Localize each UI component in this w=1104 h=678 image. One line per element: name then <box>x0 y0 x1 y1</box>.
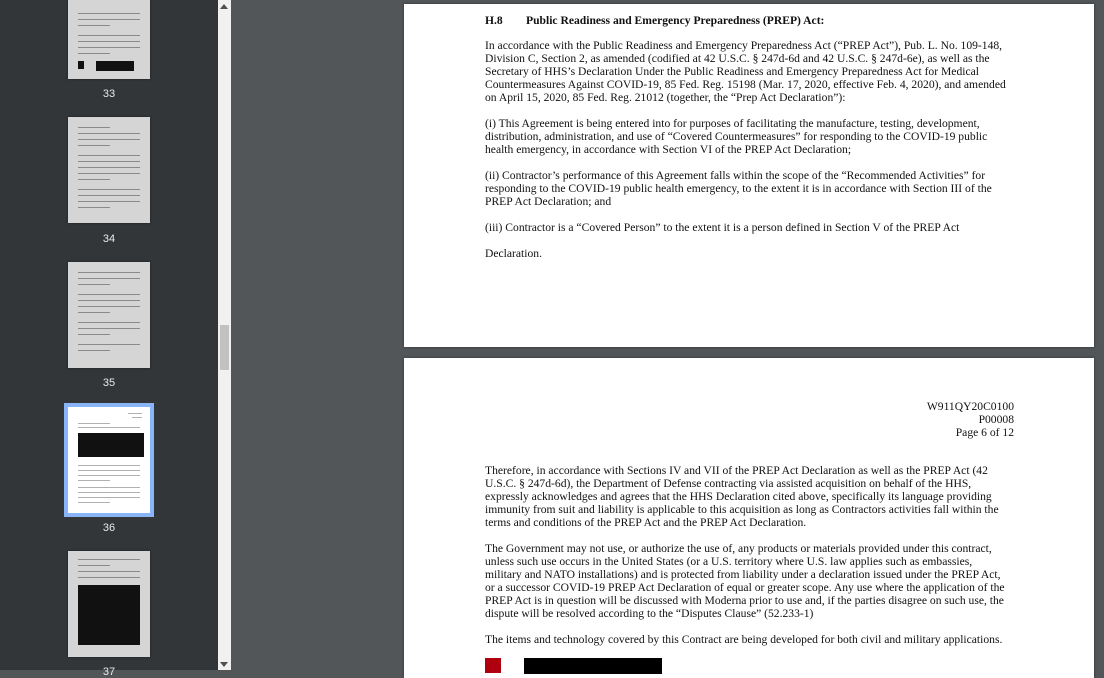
section-title: Public Readiness and Emergency Preparedness (PREP) Act: <box>526 14 825 27</box>
thumbnail-sidebar <box>0 0 218 678</box>
page-thumbnail-36[interactable] <box>68 407 150 513</box>
modification-number: P00008 <box>978 413 1014 426</box>
thumbnail-page-number: 37 <box>102 666 116 678</box>
thumbnail-page-number: 36 <box>102 522 116 534</box>
page-thumbnail-33[interactable] <box>68 0 150 79</box>
scroll-up-arrow-icon[interactable] <box>220 4 228 9</box>
item-ii-paragraph: (ii) Contractor’s performance of this Agreement falls within the scope of the “Recommended Activities” for responding to the COVID-19 public health emergency, to the extent it is in accordance with Section III of the PREP Act Declaration; and <box>485 169 992 208</box>
section-number: H.8 <box>485 14 503 27</box>
thumbnail-page-number: 35 <box>102 377 116 389</box>
thumbnail-page-number: 34 <box>102 233 116 245</box>
item-iii-continuation: Declaration. <box>485 247 542 260</box>
section-heading <box>485 14 1011 27</box>
government-use-paragraph: The Government may not use, or authorize the use of, any products or materials provided under this contract, unless such use occurs in the United States (or a U.S. territory where U.S. law applies such as embassies, military and NATO installations) and is protected from liability under a declaration issued under the PREP Act, or a successor COVID-19 PREP Act Declaration of equal or greater scope. Any use where the application of the PREP Act is in question will be discussed with Moderna prior to use and, if the parties disagree on such use, the dispute will be resolved according to the “Disputes Clause” (52.233-1) <box>485 542 1005 620</box>
page-label: Page 6 of 12 <box>955 426 1014 439</box>
page-thumbnail-34[interactable] <box>68 117 150 223</box>
page-thumbnail-35[interactable] <box>68 262 150 368</box>
page-header <box>814 400 1014 439</box>
items-paragraph: The items and technology covered by this Contract are being developed for both civil and military applications. <box>485 633 1003 646</box>
contract-number: W911QY20C0100 <box>926 400 1014 413</box>
item-i-paragraph: (i) This Agreement is being entered into for purposes of facilitating the manufacture, testing, development, distribution, administration, and use of “Covered Countermeasures” for responding to the COVID-19 public health emergency, in accordance with Section VI of the PREP Act Declaration; <box>485 117 988 156</box>
thumbnail-page-number: 33 <box>102 88 116 100</box>
page-thumbnail-37[interactable] <box>68 551 150 657</box>
therefore-paragraph: Therefore, in accordance with Sections IV and VII of the PREP Act Declaration as well as the PREP Act (42 U.S.C. § 247d-6d), the Department of Defense contracting via assisted acquisition on behalf of the HHS, expressly acknowledges and agrees that the HHS Declaration cited above, specifically its language providing immunity from suit and liability is applicable to this acquisition as long as Contractors activities fall within the terms and conditions of the PREP Act and the PREP Act Declaration. <box>485 464 999 529</box>
sidebar-scrollbar[interactable] <box>218 0 231 670</box>
document-page <box>404 358 1094 678</box>
scrollbar-thumb[interactable] <box>220 325 229 370</box>
item-iii-paragraph: (iii) Contractor is a “Covered Person” to the extent it is a person defined in Section V of the PREP Act <box>485 221 960 234</box>
document-page <box>404 4 1094 347</box>
intro-paragraph: In accordance with the Public Readiness and Emergency Preparedness Act (“PREP Act”), Pub. L. No. 109-148, Division C, Section 2, as amended (codified at 42 U.S.C. § 247d-6d and 42 U.S.C. § 247d-6e), as well as the Secretary of HHS’s Declaration Under the Public Readiness and Emergency Preparedness Act for Medical Countermeasures Against COVID-19, 85 Fed. Reg. 15198 (Mar. 17, 2020, effective Feb. 4, 2020), and amended on April 15, 2020, 85 Fed. Reg. 21012 (together, the “Prep Act Declaration”): <box>485 39 1006 104</box>
redaction-bar <box>524 658 662 674</box>
redaction-mark <box>485 658 501 673</box>
scroll-down-arrow-icon[interactable] <box>220 662 228 667</box>
